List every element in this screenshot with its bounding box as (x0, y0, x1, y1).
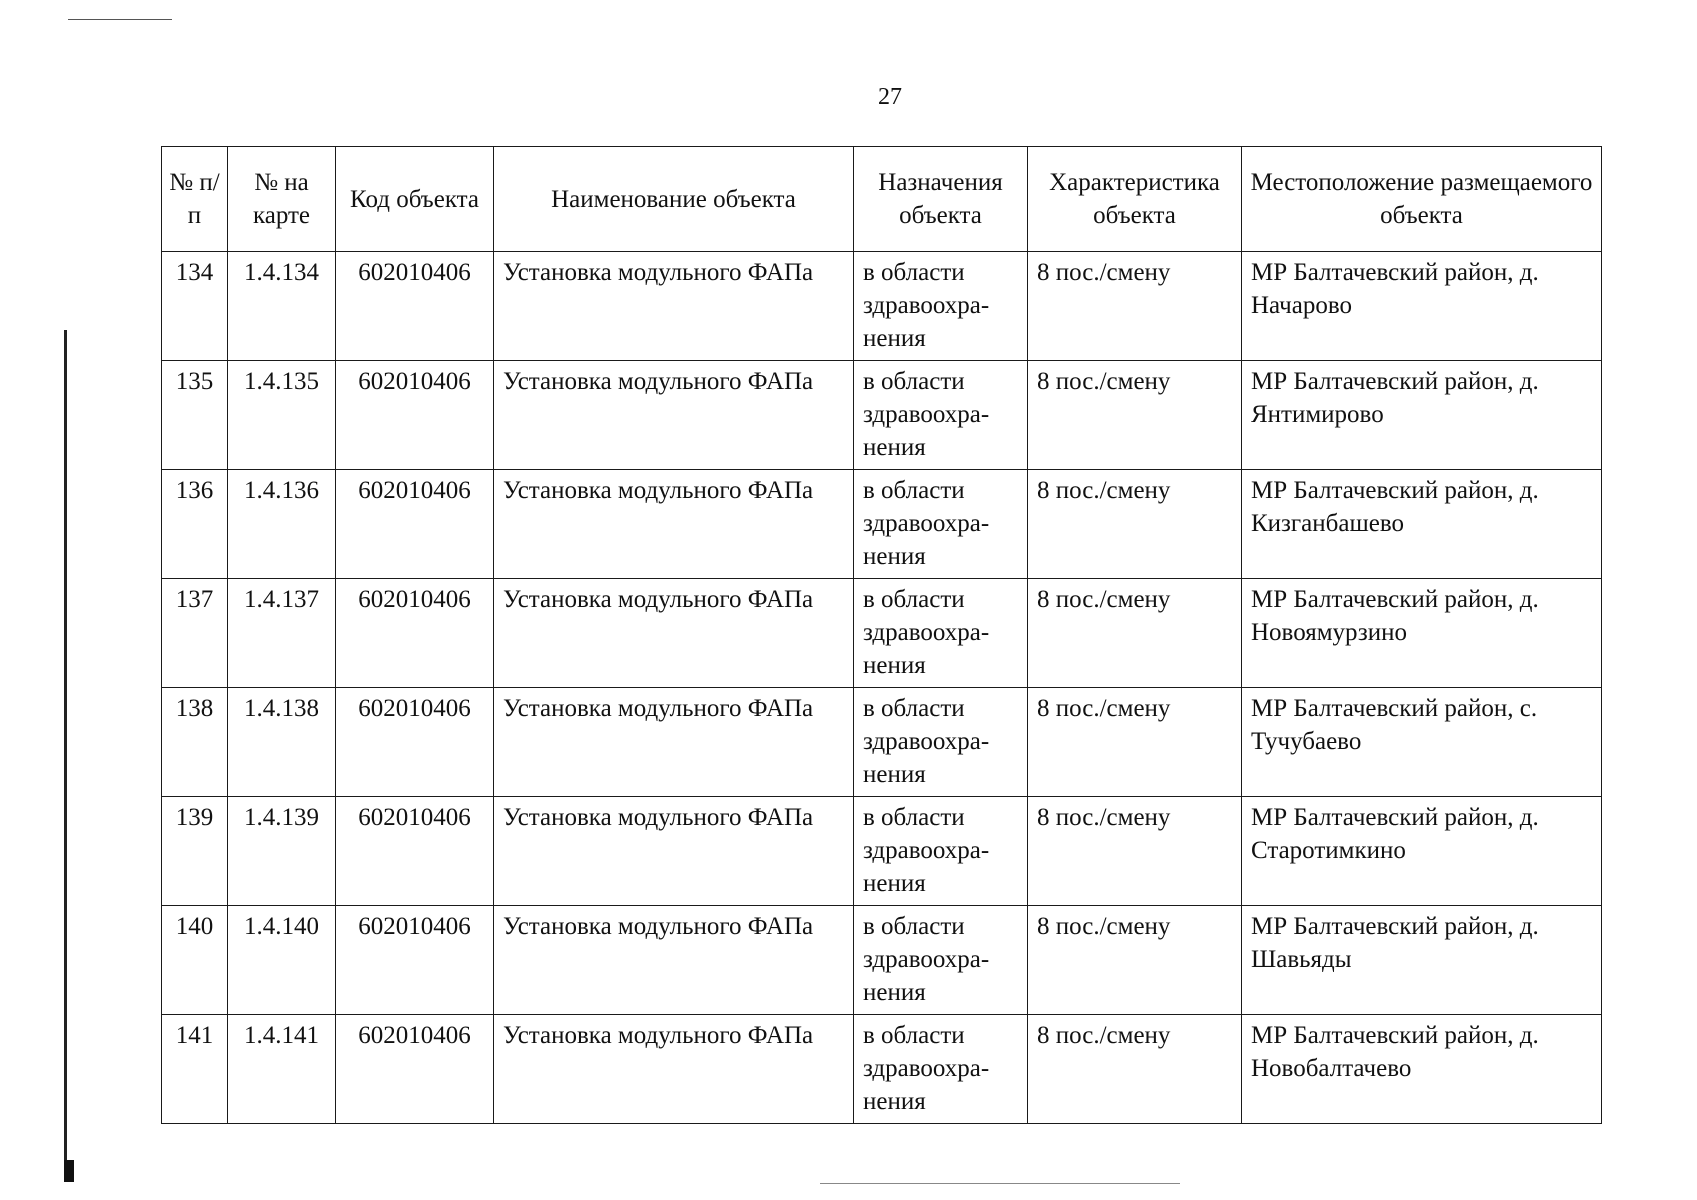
scan-artifact-top-line (68, 19, 172, 20)
cell-object-code: 602010406 (336, 470, 494, 579)
header-num: № п/п (162, 147, 228, 252)
table-row (162, 688, 1602, 797)
cell-map-num: 1.4.135 (228, 361, 336, 470)
cell-map-num: 1.4.141 (228, 1015, 336, 1124)
cell-object-purpose: в области здравоохра-нения (854, 906, 1028, 1015)
cell-object-purpose: в области здравоохра-нения (854, 361, 1028, 470)
cell-object-name: Установка модульного ФАПа (494, 252, 854, 361)
cell-object-name: Установка модульного ФАПа (494, 906, 854, 1015)
cell-object-purpose: в области здравоохра-нения (854, 579, 1028, 688)
cell-object-name: Установка модульного ФАПа (494, 797, 854, 906)
cell-map-num: 1.4.136 (228, 470, 336, 579)
table-row (162, 906, 1602, 1015)
header-object-location: Местоположение размещаемого объекта (1242, 147, 1602, 252)
cell-object-location: МР Балтачевский район, д. Янтимирово (1242, 361, 1602, 470)
table-row (162, 1015, 1602, 1124)
cell-num: 137 (162, 579, 228, 688)
cell-object-code: 602010406 (336, 361, 494, 470)
header-object-purpose: Назначения объекта (854, 147, 1028, 252)
cell-object-location: МР Балтачевский район, д. Начарово (1242, 252, 1602, 361)
cell-num: 134 (162, 252, 228, 361)
cell-num: 136 (162, 470, 228, 579)
cell-object-name: Установка модульного ФАПа (494, 470, 854, 579)
cell-object-purpose: в области здравоохра-нения (854, 1015, 1028, 1124)
header-object-code: Код объекта (336, 147, 494, 252)
cell-object-code: 602010406 (336, 252, 494, 361)
cell-object-code: 602010406 (336, 688, 494, 797)
cell-object-name: Установка модульного ФАПа (494, 361, 854, 470)
cell-object-code: 602010406 (336, 1015, 494, 1124)
header-map-num: № на карте (228, 147, 336, 252)
cell-object-spec: 8 пос./смену (1028, 470, 1242, 579)
cell-object-purpose: в области здравоохра-нения (854, 797, 1028, 906)
cell-object-purpose: в области здравоохра-нения (854, 252, 1028, 361)
objects-table (161, 146, 1602, 1124)
scan-artifact-left-edge (64, 330, 67, 1180)
table-header-row (162, 147, 1602, 252)
cell-object-location: МР Балтачевский район, с. Тучубаево (1242, 688, 1602, 797)
cell-object-spec: 8 пос./смену (1028, 1015, 1242, 1124)
cell-object-name: Установка модульного ФАПа (494, 1015, 854, 1124)
cell-map-num: 1.4.140 (228, 906, 336, 1015)
table-row (162, 252, 1602, 361)
header-object-name: Наименование объекта (494, 147, 854, 252)
cell-object-purpose: в области здравоохра-нения (854, 470, 1028, 579)
cell-object-location: МР Балтачевский район, д. Старотимкино (1242, 797, 1602, 906)
cell-object-location: МР Балтачевский район, д. Шавьяды (1242, 906, 1602, 1015)
cell-num: 138 (162, 688, 228, 797)
cell-object-spec: 8 пос./смену (1028, 361, 1242, 470)
cell-map-num: 1.4.138 (228, 688, 336, 797)
cell-object-spec: 8 пос./смену (1028, 688, 1242, 797)
cell-object-purpose: в области здравоохра-нения (854, 688, 1028, 797)
table-row (162, 579, 1602, 688)
cell-object-spec: 8 пос./смену (1028, 252, 1242, 361)
cell-map-num: 1.4.137 (228, 579, 336, 688)
table-row (162, 361, 1602, 470)
cell-object-spec: 8 пос./смену (1028, 579, 1242, 688)
cell-object-location: МР Балтачевский район, д. Новобалтачево (1242, 1015, 1602, 1124)
page-number: 27 (878, 84, 902, 110)
cell-object-location: МР Балтачевский район, д. Кизганбашево (1242, 470, 1602, 579)
scan-artifact-left-edge-mark (64, 1160, 74, 1182)
cell-object-code: 602010406 (336, 579, 494, 688)
table-row (162, 797, 1602, 906)
cell-num: 140 (162, 906, 228, 1015)
scan-artifact-bottom-line (820, 1183, 1180, 1184)
header-object-spec: Характеристика объекта (1028, 147, 1242, 252)
cell-object-spec: 8 пос./смену (1028, 906, 1242, 1015)
cell-object-spec: 8 пос./смену (1028, 797, 1242, 906)
cell-object-name: Установка модульного ФАПа (494, 579, 854, 688)
cell-map-num: 1.4.134 (228, 252, 336, 361)
table-row (162, 470, 1602, 579)
cell-object-location: МР Балтачевский район, д. Новоямурзино (1242, 579, 1602, 688)
cell-map-num: 1.4.139 (228, 797, 336, 906)
cell-num: 135 (162, 361, 228, 470)
cell-num: 141 (162, 1015, 228, 1124)
cell-object-name: Установка модульного ФАПа (494, 688, 854, 797)
cell-num: 139 (162, 797, 228, 906)
cell-object-code: 602010406 (336, 797, 494, 906)
cell-object-code: 602010406 (336, 906, 494, 1015)
